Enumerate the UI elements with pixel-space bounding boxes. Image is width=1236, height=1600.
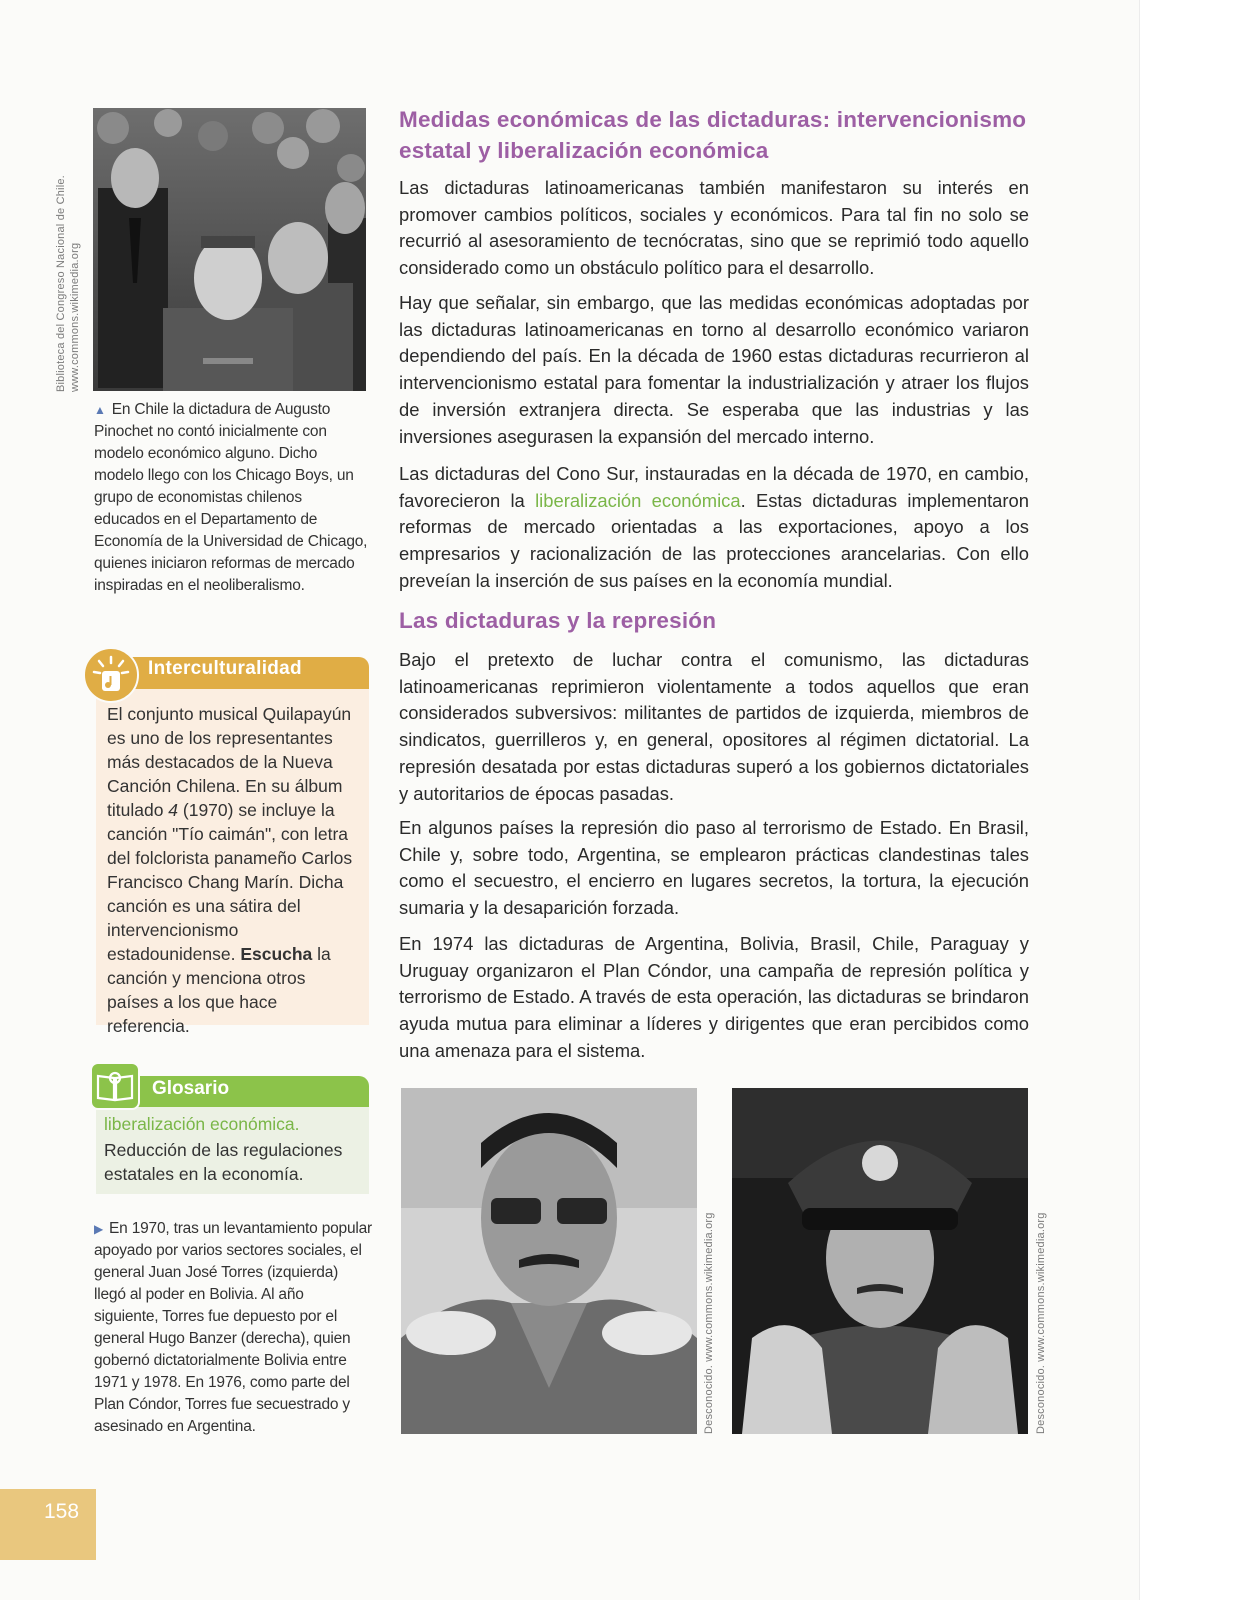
interculturalidad-text-2: (1970) se incluye la canción "Tío caimán", con letra del folclorista panameño Carlos Francisco Chang Marín. Dicha canción es una sátira del intervencionismo estadounidense.	[107, 800, 353, 964]
album-title: 4	[168, 800, 179, 820]
interculturalidad-title: Interculturalidad	[148, 658, 302, 679]
section2-paragraph-3: En 1974 las dictaduras de Argentina, Bolivia, Brasil, Chile, Paraguay y Uruguay organizaron el Plan Cóndor, una campaña de represión política y terrorismo de Estado. A través de esta operación, las dictaduras se brindaron ayuda mutua para eliminar a líderes y dirigentes que eran percibidos como una amenaza para el sistema.	[399, 933, 1029, 1061]
section1-paragraph-1: Las dictaduras latinoamericanas también manifestaron su interés en promover cambios políticos, sociales y económicos. Para tal fin no solo se recurrió al asesoramiento de tecnócratas, sino que se reprimió todo aquello considerado como un obstáculo político para el desarrollo.	[399, 177, 1029, 279]
section1-paragraph-2: Hay que señalar, sin embargo, que las medidas económicas adoptadas por las dictaduras latinoamericanas en torno al desarrollo económico variaron dependiendo del país. En la década de 1960 estas dictaduras recurrieron al intervencionismo estatal para fomentar la industrialización y atraer los flujos de inversión extranjera directa. Se esperaba que las industrias y las inversiones asegurasen la expansión del mercado interno.	[399, 292, 1029, 447]
triangle-up-icon: ▲	[94, 403, 106, 417]
section-heading-repression: Las dictaduras y la represión	[399, 608, 717, 633]
top-photo-caption-text: En Chile la dictadura de Augusto Pinochet no contó inicialmente con modelo económico alguno. Dicho modelo llego con los Chicago Boys, un grupo de economistas chilenos educados en el Departamento de Economía de la Universidad de Chicago, quienes iniciaron reformas de mercado inspiradas en el neoliberalismo.	[94, 401, 368, 594]
music-icon	[83, 647, 139, 703]
page-number: 158	[44, 1500, 80, 1523]
triangle-right-icon: ▶	[94, 1222, 104, 1236]
section1-paragraph-3	[399, 461, 1029, 595]
section1-p3-after: . Estas dictaduras implementaron reformas de mercado orientadas a las exportaciones, apoyo a los empresarios y racionalización de las protecciones arancelarias. Con ello preveían la inserción de sus países en la economía mundial.	[399, 489, 1029, 591]
section2-paragraph-2: En algunos países la represión dio paso al terrorismo de Estado. En Brasil, Chile y, sobre todo, Argentina, se emplearon prácticas clandestinas tales como el secuestro, el encierro en lugares secretos, la tortura, la ejecución sumaria y la desaparición forzada.	[399, 817, 1029, 919]
interculturalidad-action: Escucha	[240, 944, 313, 964]
left-portrait-credit: Desconocido. www.commons.wikimedia.org	[703, 1212, 715, 1434]
page-edge	[1139, 0, 1236, 1600]
bottom-caption-text: En 1970, tras un levantamiento popular apoyado por varios sectores sociales, el general Juan José Torres (izquierda) llegó al poder en Bolivia. Al año siguiente, Torres fue depuesto por el general Hugo Banzer (derecha), quien gobernó dictatorialmente Bolivia entre 1971 y 1978. En 1976, como parte del Plan Cóndor, Torres fue secuestrado y asesinado en Argentina.	[94, 1220, 373, 1435]
glosario-title: Glosario	[152, 1078, 230, 1099]
section2-paragraph-1: Bajo el pretexto de luchar contra el comunismo, las dictaduras latinoamericanas reprimieron violentamente a todos aquellos que eran considerados subversivos: militantes de partidos de izquierda, miembros de sindicatos, guerrilleros y, en general, opositores al régimen dictatorial. La represión desatada por estas dictaduras superó a los gobiernos dictatoriales y autoritarios de épocas pasadas.	[399, 649, 1029, 804]
banzer-portrait-image	[732, 1088, 1028, 1434]
pinochet-photo-image	[93, 108, 366, 391]
bottom-photos-caption	[94, 1218, 372, 1438]
interculturalidad-text-3: la canción y menciona otros países a los que hace referencia.	[107, 944, 331, 1036]
right-portrait-credit: Desconocido. www.commons.wikimedia.org	[1035, 1212, 1047, 1434]
glosario-term: liberalización económica.	[104, 1114, 300, 1134]
glossary-keyword: liberalización económica	[535, 489, 741, 511]
torres-portrait	[401, 1088, 697, 1434]
banzer-portrait	[732, 1088, 1028, 1434]
pinochet-photo	[93, 108, 366, 391]
top-photo-credit: Biblioteca del Congreso Nacional de Chile. www.commons.wikimedia.org	[55, 175, 81, 392]
section-heading-economic-measures: Medidas económicas de las dictaduras: intervencionismo estatal y liberalización económica	[399, 107, 1027, 163]
interculturalidad-text-1: El conjunto musical Quilapayún es uno de los representantes más destacados de la Nueva Canción Chilena. En su álbum titulado	[107, 704, 352, 820]
section1-p3-before: Las dictaduras del Cono Sur, instauradas en la década de 1970, en cambio, favorecieron la	[399, 463, 1029, 511]
torres-portrait-image	[401, 1088, 697, 1434]
book-icon	[90, 1062, 140, 1110]
top-photo-caption	[94, 399, 369, 597]
interculturalidad-text	[107, 702, 359, 1038]
glosario-definition: Reducción de las regulaciones estatales en la economía.	[104, 1140, 343, 1184]
